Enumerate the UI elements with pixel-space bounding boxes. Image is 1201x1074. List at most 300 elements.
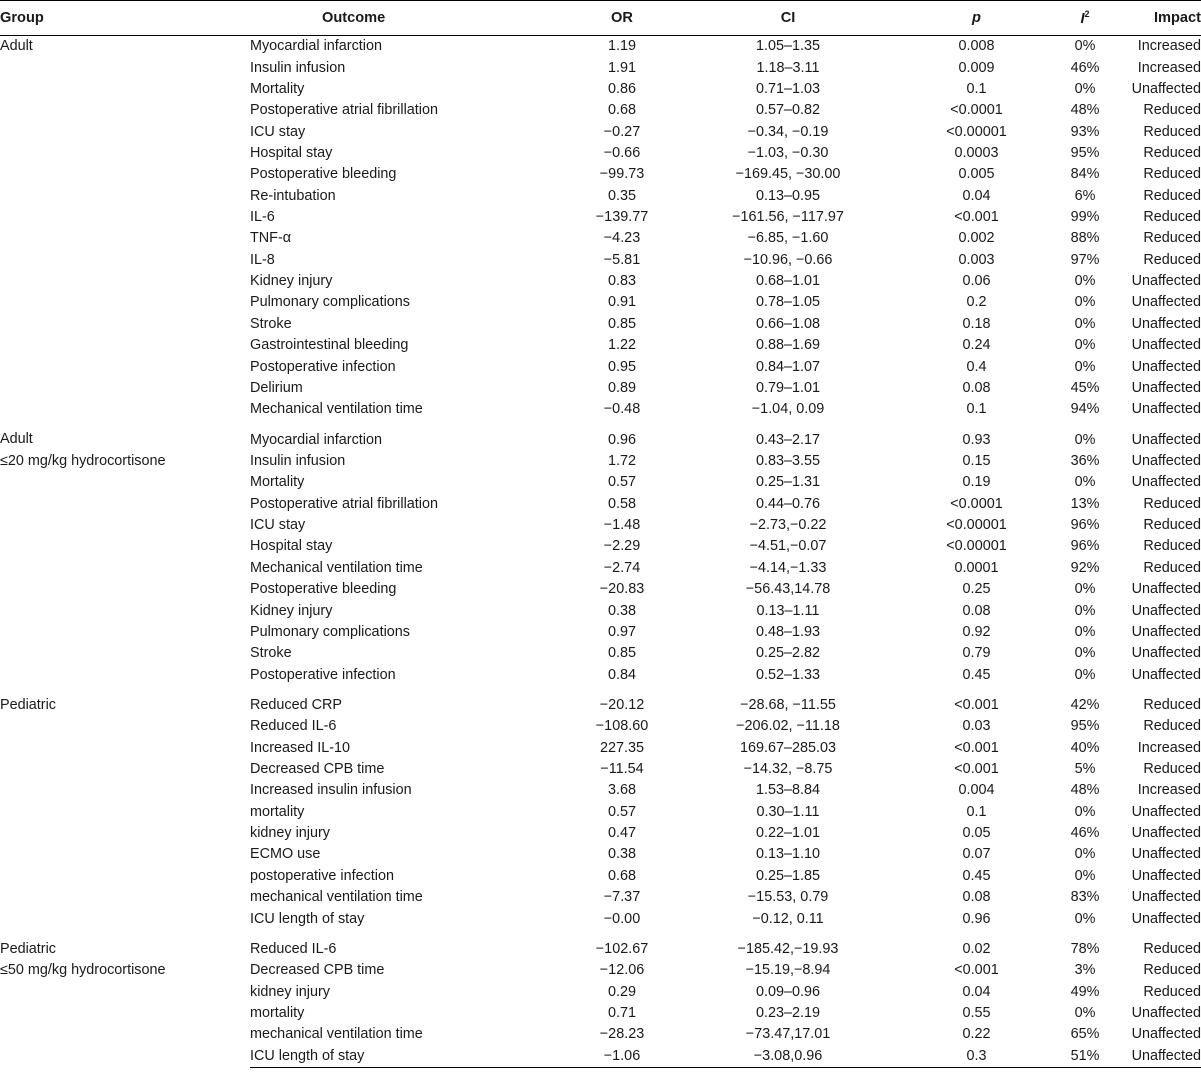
p-cell: <0.001	[954, 761, 999, 778]
or-cell: 0.47	[607, 825, 636, 842]
impact-cell: Reduced	[1143, 962, 1201, 979]
outcome-cell: Pulmonary complications	[250, 623, 410, 640]
group-separator	[0, 930, 1201, 939]
p-cell: <0.001	[954, 209, 999, 226]
or-cell: −102.67	[595, 940, 649, 957]
header-i2-superscript: 2	[1084, 9, 1090, 19]
ci-cell: −10.96, −0.66	[743, 251, 833, 268]
ci-cell: 0.68–1.01	[755, 273, 821, 290]
or-cell: −2.29	[603, 538, 641, 555]
i2-cell: 96%	[1070, 538, 1100, 555]
outcome-cell: IL-6	[250, 209, 275, 226]
outcome-cell: ICU stay	[250, 123, 306, 140]
group-cell	[0, 695, 250, 930]
outcome-cell: mortality	[250, 1004, 305, 1021]
impact-cell: Unaffected	[1131, 273, 1201, 290]
or-cell: 0.71	[607, 1004, 636, 1021]
ci-cell: −2.73,−0.22	[749, 517, 827, 534]
ci-cell: 0.52–1.33	[755, 666, 821, 683]
p-cell: 0.002	[958, 230, 995, 247]
outcome-cell: Kidney injury	[250, 602, 333, 619]
impact-cell: Reduced	[1143, 495, 1201, 512]
i2-cell: 97%	[1070, 251, 1100, 268]
impact-cell: Reduced	[1143, 696, 1201, 713]
p-cell: 0.08	[962, 379, 991, 396]
outcome-cell: Postoperative bleeding	[250, 581, 397, 598]
separator-cell	[0, 420, 1201, 429]
table-row	[0, 36, 1201, 58]
outcome-cell: Myocardial infarction	[250, 431, 382, 448]
or-cell: 0.57	[607, 474, 636, 491]
outcome-cell: IL-8	[250, 251, 275, 268]
i2-cell: 0%	[1074, 645, 1096, 662]
header-ci: CI	[780, 10, 796, 26]
outcome-cell: postoperative infection	[250, 867, 394, 884]
group-separator	[0, 686, 1201, 695]
p-cell: 0.005	[958, 166, 995, 183]
p-cell: 0.45	[962, 666, 991, 683]
i2-cell: 88%	[1070, 230, 1100, 247]
group-label: Pediatric	[0, 696, 56, 713]
or-cell: 0.91	[607, 294, 636, 311]
outcome-cell: Reduced CRP	[250, 696, 342, 713]
or-cell: 1.91	[607, 59, 636, 76]
impact-cell: Increased	[1137, 38, 1201, 55]
group-label: Adult	[0, 38, 33, 54]
or-cell: 0.38	[607, 602, 636, 619]
ci-cell: −1.03, −0.30	[747, 144, 829, 161]
p-cell: 0.003	[958, 251, 995, 268]
i2-cell: 49%	[1070, 983, 1100, 1000]
impact-cell: Reduced	[1143, 102, 1201, 119]
i2-cell: 0%	[1074, 80, 1096, 97]
impact-cell: Unaffected	[1131, 379, 1201, 396]
p-cell: 0.19	[962, 474, 991, 491]
i2-cell: 93%	[1070, 123, 1100, 140]
or-cell: 0.83	[607, 273, 636, 290]
header-outcome: Outcome	[322, 10, 386, 26]
or-cell: −0.48	[603, 401, 641, 418]
impact-cell: Reduced	[1143, 940, 1201, 957]
group-cell	[0, 939, 250, 1068]
ci-cell: −14.32, −8.75	[743, 761, 833, 778]
impact-cell: Reduced	[1143, 230, 1201, 247]
p-cell: 0.08	[962, 602, 991, 619]
ci-cell: −15.19,−8.94	[745, 962, 831, 979]
i2-cell: 0%	[1074, 38, 1096, 55]
ci-cell: 0.13–0.95	[755, 187, 821, 204]
impact-cell: Unaffected	[1131, 889, 1201, 906]
table-body	[0, 36, 1201, 1068]
outcome-cell: ICU length of stay	[250, 910, 365, 927]
outcome-cell: TNF-α	[250, 230, 292, 247]
header-or: OR	[611, 10, 633, 26]
or-cell: −2.74	[603, 559, 641, 576]
p-cell: 0.79	[962, 645, 991, 662]
ci-cell: −73.47,17.01	[745, 1026, 831, 1043]
group-label: Adult	[0, 431, 33, 448]
impact-cell: Unaffected	[1131, 645, 1201, 662]
i2-cell: 0%	[1074, 846, 1096, 863]
ci-cell: 0.79–1.01	[755, 379, 821, 396]
or-cell: −108.60	[595, 718, 649, 735]
or-cell: 0.89	[607, 379, 636, 396]
ci-cell: 0.66–1.08	[755, 315, 821, 332]
ci-cell: −161.56, −117.97	[732, 209, 844, 226]
i2-cell: 0%	[1074, 474, 1096, 491]
impact-cell: Unaffected	[1131, 294, 1201, 311]
header-p-label: p	[972, 10, 981, 26]
p-cell: 0.15	[962, 453, 991, 469]
ci-cell: −206.02, −11.18	[736, 718, 840, 735]
impact-cell: Unaffected	[1131, 401, 1201, 418]
p-cell: <0.001	[954, 739, 999, 756]
i2-cell: 6%	[1074, 187, 1096, 204]
ci-cell: 0.25–1.31	[755, 474, 821, 491]
impact-cell: Unaffected	[1131, 666, 1201, 683]
ci-cell: 0.88–1.69	[755, 337, 821, 354]
p-cell: 0.02	[962, 940, 991, 957]
outcome-cell: Mechanical ventilation time	[250, 559, 423, 576]
impact-cell: Reduced	[1143, 517, 1201, 534]
ci-cell: 0.71–1.03	[755, 80, 821, 97]
p-cell: <0.00001	[946, 538, 1007, 555]
or-cell: 0.86	[607, 80, 636, 97]
outcome-cell: mechanical ventilation time	[250, 889, 423, 906]
outcome-cell: Gastrointestinal bleeding	[250, 337, 409, 354]
impact-cell: Reduced	[1143, 123, 1201, 140]
i2-cell: 84%	[1070, 166, 1100, 183]
or-cell: 3.68	[607, 782, 636, 799]
p-cell: 0.008	[958, 38, 995, 55]
ci-cell: 0.83–3.55	[755, 453, 821, 469]
i2-cell: 46%	[1070, 59, 1100, 76]
ci-cell: 0.13–1.10	[755, 846, 821, 863]
p-cell: 0.4	[966, 358, 987, 375]
or-cell: −0.00	[603, 910, 641, 927]
i2-cell: 0%	[1074, 1004, 1096, 1021]
or-cell: 1.22	[607, 337, 636, 354]
or-cell: −11.54	[600, 761, 644, 778]
or-cell: 0.68	[607, 867, 636, 884]
impact-cell: Unaffected	[1131, 80, 1201, 97]
outcome-cell: Delirium	[250, 379, 303, 396]
outcome-cell: Increased insulin infusion	[250, 782, 412, 799]
p-cell: <0.00001	[946, 123, 1007, 140]
outcome-cell: Stroke	[250, 645, 292, 662]
or-cell: −0.27	[603, 123, 641, 140]
i2-cell: 0%	[1074, 803, 1096, 820]
outcome-cell: Stroke	[250, 315, 292, 332]
outcome-cell: Postoperative bleeding	[250, 166, 397, 183]
or-cell: 0.97	[607, 623, 636, 640]
outcome-cell: Hospital stay	[250, 144, 333, 161]
ci-cell: 0.30–1.11	[756, 803, 820, 820]
header-p	[899, 1, 1054, 36]
outcome-cell: Mortality	[250, 80, 305, 97]
i2-cell: 96%	[1070, 517, 1100, 534]
p-cell: 0.04	[962, 187, 991, 204]
p-cell: 0.96	[962, 910, 991, 927]
impact-cell: Unaffected	[1131, 803, 1201, 820]
p-cell: 0.004	[958, 782, 995, 799]
i2-cell: 13%	[1070, 495, 1100, 512]
or-cell: −20.12	[599, 696, 645, 713]
outcome-cell: Increased IL-10	[250, 739, 350, 756]
ci-cell: 0.57–0.82	[755, 102, 821, 119]
i2-cell: 0%	[1074, 581, 1096, 598]
ci-cell: 0.13–1.11	[756, 602, 820, 619]
p-cell: 0.18	[962, 315, 991, 332]
i2-cell: 83%	[1070, 889, 1100, 906]
or-cell: −28.23	[599, 1026, 645, 1043]
outcome-cell: Postoperative atrial fibrillation	[250, 495, 438, 512]
ci-cell: 0.09–0.96	[755, 983, 821, 1000]
group-label: Pediatric	[0, 940, 56, 957]
ci-cell: 1.53–8.84	[755, 782, 821, 799]
impact-cell: Reduced	[1143, 187, 1201, 204]
impact-cell: Reduced	[1143, 761, 1201, 778]
ci-cell: −185.42,−19.93	[737, 940, 839, 957]
impact-cell: Reduced	[1143, 144, 1201, 161]
outcome-cell: ICU stay	[250, 517, 306, 534]
ci-cell: −0.34, −0.19	[747, 123, 829, 140]
impact-cell: Unaffected	[1131, 1004, 1201, 1021]
i2-cell: 51%	[1054, 1046, 1116, 1068]
impact-cell: Unaffected	[1131, 846, 1201, 863]
impact-cell: Reduced	[1143, 209, 1201, 226]
or-cell: 0.58	[607, 495, 636, 512]
or-cell: −99.73	[599, 166, 645, 183]
ci-cell: 0.48–1.93	[755, 623, 821, 640]
ci-cell: 0.78–1.05	[755, 294, 821, 311]
p-cell: 0.0001	[954, 559, 999, 576]
i2-cell: 48%	[1070, 782, 1100, 799]
outcome-cell: Kidney injury	[250, 273, 333, 290]
p-cell: <0.00001	[946, 517, 1007, 534]
outcome-cell: Mechanical ventilation time	[250, 401, 423, 418]
impact-cell: Unaffected	[1131, 602, 1201, 619]
or-cell: 0.35	[607, 187, 636, 204]
i2-cell: 3%	[1074, 962, 1096, 979]
outcome-cell: ICU length of stay	[250, 1046, 567, 1068]
impact-cell: Unaffected	[1131, 474, 1201, 491]
i2-cell: 65%	[1070, 1026, 1100, 1043]
p-cell: <0.0001	[950, 495, 1003, 512]
impact-cell: Reduced	[1143, 538, 1201, 555]
impact-cell: Reduced	[1143, 251, 1201, 268]
p-cell: 0.45	[962, 867, 991, 884]
header-impact: Impact	[1153, 10, 1201, 26]
i2-cell: 48%	[1070, 102, 1100, 119]
p-cell: 0.22	[962, 1026, 991, 1043]
ci-cell: 0.22–1.01	[755, 825, 821, 842]
outcome-cell: Reduced IL-6	[250, 940, 337, 957]
outcome-cell: Decreased CPB time	[250, 761, 385, 778]
p-cell: 0.3	[899, 1046, 1054, 1068]
impact-cell: Unaffected	[1131, 581, 1201, 598]
outcome-cell: Myocardial infarction	[250, 38, 382, 55]
ci-cell: 1.18–3.11	[756, 59, 820, 76]
i2-cell: 5%	[1074, 761, 1096, 778]
ci-cell: −6.85, −1.60	[747, 230, 829, 247]
or-cell: 0.38	[607, 846, 636, 863]
outcome-cell: Hospital stay	[250, 538, 333, 555]
i2-cell: 0%	[1074, 623, 1096, 640]
p-cell: 0.05	[962, 825, 991, 842]
i2-cell: 0%	[1074, 273, 1096, 290]
ci-cell: −56.43,14.78	[745, 581, 831, 598]
outcome-cell: Decreased CPB time	[250, 962, 385, 979]
or-cell: 0.68	[607, 102, 636, 119]
impact-cell: Unaffected	[1131, 910, 1201, 927]
p-cell: 0.93	[962, 431, 991, 448]
outcome-cell: kidney injury	[250, 983, 330, 1000]
separator-cell	[0, 930, 1201, 939]
header-i2	[1054, 1, 1116, 36]
outcome-cell: Mortality	[250, 474, 305, 491]
ci-cell: −28.68, −11.55	[740, 696, 836, 713]
p-cell: 0.009	[958, 59, 995, 76]
p-cell: 0.24	[962, 337, 991, 354]
i2-cell: 99%	[1070, 209, 1100, 226]
or-cell: 0.29	[607, 983, 636, 1000]
ci-cell: −169.45, −30.00	[735, 166, 841, 183]
or-cell: 0.85	[607, 315, 636, 332]
i2-cell: 0%	[1074, 358, 1096, 375]
or-cell: 0.96	[607, 431, 636, 448]
or-cell: 0.85	[607, 645, 636, 662]
group-cell	[0, 36, 250, 421]
p-cell: 0.04	[962, 983, 991, 1000]
group-cell	[0, 429, 250, 685]
outcome-cell: kidney injury	[250, 825, 330, 842]
ci-cell: −4.51,−0.07	[749, 538, 827, 555]
ci-cell: 0.25–2.82	[755, 645, 821, 662]
header-row	[0, 1, 1201, 36]
group-separator	[0, 420, 1201, 429]
table-row	[0, 429, 1201, 450]
or-cell: 0.95	[607, 358, 636, 375]
ci-cell: 0.44–0.76	[755, 495, 821, 512]
or-cell: −1.48	[603, 517, 641, 534]
ci-cell: −1.04, 0.09	[751, 401, 825, 418]
i2-cell: 0%	[1074, 867, 1096, 884]
outcome-cell: Pulmonary complications	[250, 294, 410, 311]
outcome-cell: mortality	[250, 803, 305, 820]
impact-cell: Unaffected	[1131, 453, 1201, 469]
group-label: ≤50 mg/kg hydrocortisone	[0, 962, 166, 979]
ci-cell: −0.12, 0.11	[752, 910, 824, 927]
i2-cell: 0%	[1074, 910, 1096, 927]
impact-cell: Reduced	[1143, 983, 1201, 1000]
outcome-cell: mechanical ventilation time	[250, 1026, 423, 1043]
i2-cell: 94%	[1070, 401, 1100, 418]
group-label: ≤20 mg/kg hydrocortisone	[0, 452, 166, 469]
p-cell: 0.1	[966, 803, 987, 820]
ci-cell: 0.43–2.17	[755, 431, 821, 448]
impact-cell: Unaffected	[1131, 315, 1201, 332]
or-cell: −5.81	[603, 251, 641, 268]
or-cell: 227.35	[599, 739, 644, 756]
impact-cell: Increased	[1137, 739, 1201, 756]
i2-cell: 78%	[1070, 940, 1100, 957]
ci-cell: −15.53, 0.79	[747, 889, 829, 906]
impact-cell: Reduced	[1143, 559, 1201, 576]
i2-cell: 46%	[1070, 825, 1100, 842]
i2-cell: 0%	[1074, 602, 1096, 619]
or-cell: 0.84	[607, 666, 636, 683]
i2-cell: 0%	[1074, 294, 1096, 311]
impact-cell: Unaffected	[1116, 1046, 1201, 1068]
i2-cell: 95%	[1070, 718, 1100, 735]
impact-cell: Unaffected	[1131, 1026, 1201, 1043]
p-cell: 0.0003	[954, 144, 999, 161]
outcome-cell: Postoperative infection	[250, 666, 396, 683]
impact-cell: Unaffected	[1131, 431, 1201, 448]
i2-cell: 36%	[1070, 453, 1100, 469]
p-cell: 0.07	[962, 846, 991, 863]
or-cell: −0.66	[603, 144, 641, 161]
impact-cell: Unaffected	[1131, 867, 1201, 884]
or-cell: 0.57	[607, 803, 636, 820]
outcome-cell: Re-intubation	[250, 187, 336, 204]
ci-cell: 0.23–2.19	[755, 1004, 821, 1021]
outcome-cell: Postoperative infection	[250, 358, 396, 375]
outcome-cell: ECMO use	[250, 846, 321, 863]
or-cell: −1.06	[567, 1046, 677, 1068]
or-cell: 1.72	[607, 453, 636, 469]
ci-cell: −4.14,−1.33	[749, 559, 827, 576]
i2-cell: 95%	[1070, 144, 1100, 161]
impact-cell: Unaffected	[1131, 825, 1201, 842]
p-cell: 0.92	[962, 623, 991, 640]
header-i2-label: I	[1080, 11, 1085, 27]
ci-cell: 0.25–1.85	[755, 867, 821, 884]
impact-cell: Reduced	[1143, 718, 1201, 735]
header-group: Group	[0, 10, 44, 26]
impact-cell: Reduced	[1143, 166, 1201, 183]
or-cell: 1.19	[607, 38, 636, 55]
or-cell: −20.83	[599, 581, 645, 598]
impact-cell: Increased	[1137, 59, 1201, 76]
p-cell: 0.08	[962, 889, 991, 906]
impact-cell: Increased	[1137, 782, 1201, 799]
p-cell: 0.25	[962, 581, 991, 598]
or-cell: −139.77	[595, 209, 649, 226]
ci-cell: −3.08,0.96	[677, 1046, 899, 1068]
ci-cell: 0.84–1.07	[755, 358, 821, 375]
or-cell: −12.06	[599, 962, 645, 979]
p-cell: 0.2	[966, 294, 987, 311]
ci-cell: 169.67–285.03	[739, 739, 837, 756]
p-cell: <0.001	[954, 962, 999, 979]
p-cell: 0.03	[962, 718, 991, 735]
or-cell: −7.37	[603, 889, 641, 906]
outcome-cell: Insulin infusion	[250, 59, 346, 76]
p-cell: <0.0001	[950, 102, 1003, 119]
impact-cell: Unaffected	[1131, 358, 1201, 375]
p-cell: 0.55	[962, 1004, 991, 1021]
p-cell: 0.1	[966, 401, 987, 418]
i2-cell: 92%	[1070, 559, 1100, 576]
table-row	[0, 939, 1201, 960]
p-cell: 0.1	[966, 80, 987, 97]
p-cell: <0.001	[954, 696, 999, 713]
outcome-cell: Insulin infusion	[250, 453, 346, 469]
ci-cell: 1.05–1.35	[755, 38, 821, 55]
p-cell: 0.06	[962, 273, 991, 290]
